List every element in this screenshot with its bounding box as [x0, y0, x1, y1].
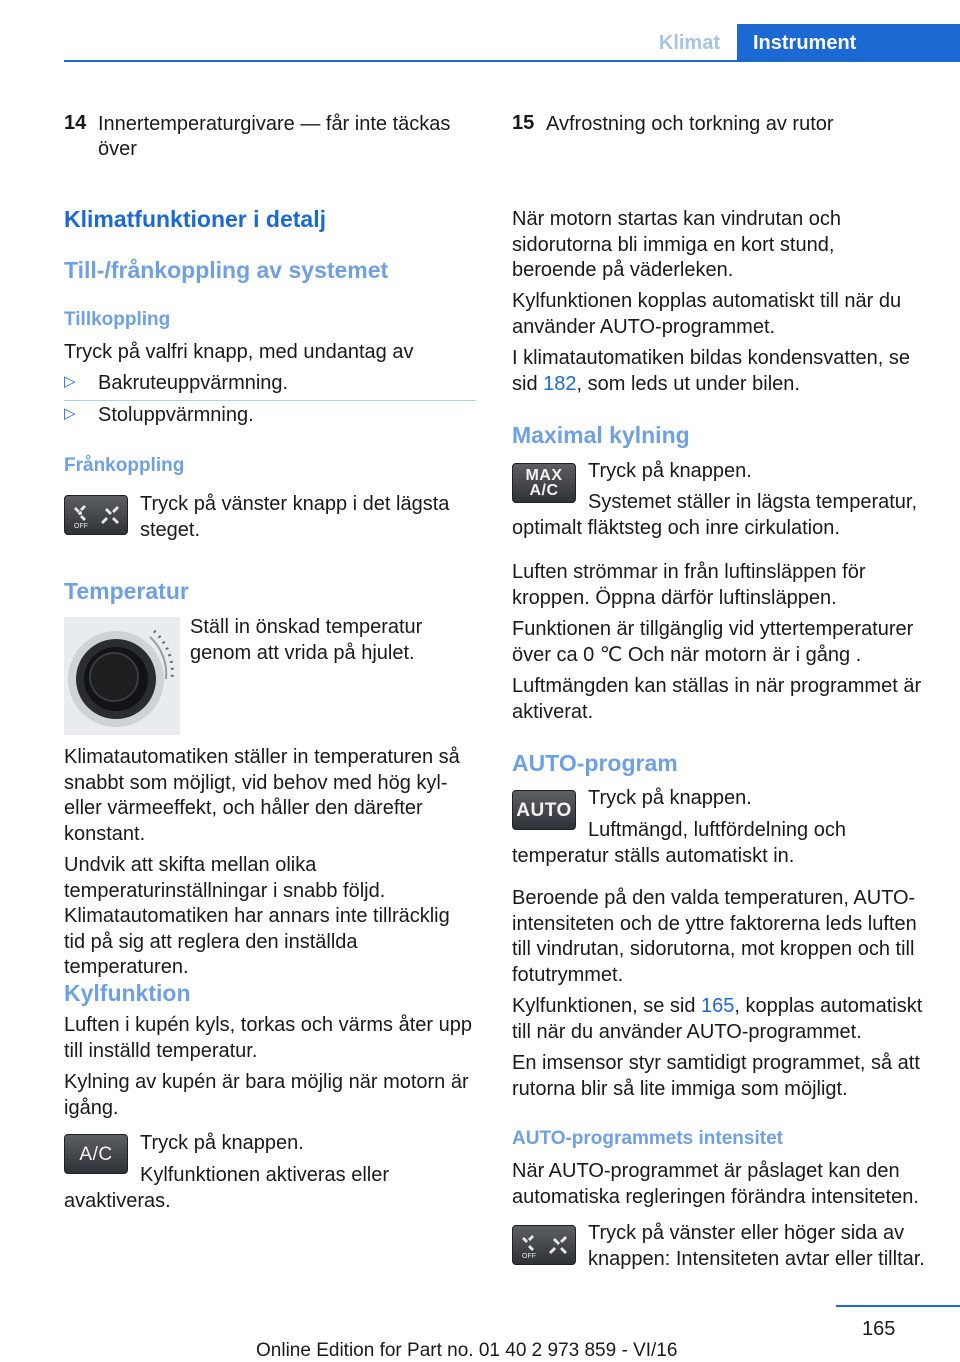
max-text-1: Tryck på knappen.: [588, 460, 752, 482]
frankoppling-text: Tryck på vänster knapp i det lägsta steget.: [140, 493, 450, 541]
auto-intensity-paragraph: När AUTO-programmet är påslaget kan den automatiska regleringen förändra intensiteten.: [512, 1160, 919, 1208]
intensity-button-image: [512, 1225, 576, 1265]
svg-text:OFF: OFF: [522, 1253, 536, 1260]
frankoppling-heading: Frånkoppling: [64, 455, 185, 476]
auto-intensity-heading: AUTO-programmets intensitet: [512, 1128, 783, 1149]
temperature-heading: Temperatur: [64, 578, 189, 604]
auto-paragraph-3: En imsensor styr samtidigt programmet, så att rutorna blir så lite immiga som möjligt.: [512, 1052, 920, 1100]
ac-text-1: Tryck på knappen.: [140, 1132, 304, 1154]
auto-text-2: Luftmängd, luftfördelning och temperatur ställs automatiskt in.: [512, 819, 846, 867]
right-paragraph-1: När motorn startas kan vindrutan och sidorutorna bli immiga en kort stund, beroende på väderleken.: [512, 208, 842, 281]
bullet-item: [64, 372, 476, 398]
chapter-tab[interactable]: Klimat: [658, 32, 720, 54]
svg-text:OFF: OFF: [74, 523, 88, 530]
footer-rule: [836, 1305, 960, 1307]
max-text-2: Systemet ställer in lägsta temperatur, optimalt fläktsteg och inre cirkulation.: [512, 491, 918, 539]
max-cooling-heading: Maximal kylning: [512, 422, 690, 448]
bullet-text: Bakruteuppvärmning.: [98, 372, 289, 394]
kylfunktion-paragraph-2: Kylning av kupén är bara möjlig när motorn är igång.: [64, 1071, 469, 1119]
bullet-divider: [64, 400, 476, 401]
ac-label: A/C: [529, 482, 559, 499]
ac-text-2: Kylfunktionen aktiveras eller avaktiveras.: [64, 1164, 390, 1212]
auto-paragraph-1: Beroende på den valda temperaturen, AUTO-intensiteten och de yttre faktorerna leds luften till vindrutan, sidorutorna, mot kroppen och till fotutrymmet.: [512, 887, 917, 986]
temperature-paragraph-1: Klimatautomatiken ställer in temperaturen så snabbt som möjligt, vid behov med hög kyl- eller värmeeffekt, och håller den därefter konstant.: [64, 746, 460, 845]
section-tab[interactable]: Instrument: [737, 24, 960, 62]
kylfunktion-paragraph-1: Luften i kupén kyls, torkas och värms åter upp till inställd temperatur.: [64, 1014, 472, 1062]
tillkoppling-heading: Tillkoppling: [64, 309, 171, 330]
page-number: 165: [862, 1318, 896, 1340]
ac-button-label: A/C: [79, 1143, 113, 1165]
paragraph-text: , kopplas automatiskt till när du använder AUTO-programmet.: [512, 995, 923, 1043]
item-number-14: 14: [64, 112, 87, 134]
onoff-heading: Till-/frånkoppling av systemet: [64, 257, 389, 283]
bullet-text: Stoluppvärmning.: [98, 404, 254, 426]
fan-off-icon: [68, 499, 124, 531]
max-paragraph-3: Luftmängden kan ställas in när programmet är aktiverat.: [512, 675, 922, 723]
temperature-paragraph-2: Undvik att skifta mellan olika temperaturinställningar i snabb följd. Klimatautomatiken har annars inte tillräcklig tid på sig att reglera den inställda temperaturen.: [64, 854, 450, 978]
kylfunktion-heading: Kylfunktion: [64, 980, 191, 1006]
auto-text-1: Tryck på knappen.: [588, 787, 752, 809]
temperature-text: Ställ in önskad temperatur genom att vrida på hjulet.: [190, 616, 423, 664]
page-link-165[interactable]: 165: [701, 995, 735, 1017]
auto-paragraph-2: [512, 994, 928, 1045]
bullet-item: [64, 404, 476, 430]
temperature-wheel-image: [64, 617, 180, 735]
fan-off-button-image: [64, 495, 128, 535]
paragraph-text: Kylfunktionen, se sid: [512, 995, 701, 1017]
paragraph-text: , som leds ut under bilen.: [576, 372, 800, 395]
section-title: Klimatfunktioner i detalj: [64, 206, 326, 232]
item-text-14: Innertemperaturgivare — får inte täckas över: [98, 113, 451, 160]
max-paragraph-1: Luften strömmar in från luftinsläppen för kroppen. Öppna därför luftinsläppen.: [512, 561, 866, 609]
triangle-bullet-icon: ▷: [64, 373, 76, 390]
paragraph-text: I klimatautomatiken bildas kondensvatten, se sid: [512, 347, 910, 395]
header-rule: [64, 60, 960, 62]
temperature-wheel-icon: [64, 617, 180, 735]
page-link-182[interactable]: 182: [543, 372, 577, 395]
auto-intensity-text: Tryck på vänster eller höger sida av knappen: Intensiteten avtar eller tilltar.: [588, 1222, 925, 1270]
page-header: [0, 0, 960, 62]
triangle-bullet-icon: ▷: [64, 405, 76, 422]
item-number-15: 15: [512, 112, 535, 134]
right-paragraph-2: Kylfunktionen kopplas automatiskt till när du använder AUTO-programmet.: [512, 290, 902, 338]
auto-program-heading: AUTO-program: [512, 750, 678, 776]
max-label: MAX: [525, 467, 563, 484]
max-paragraph-2: Funktionen är tillgänglig vid yttertemperaturer över ca 0 ℃ Och när motorn är i gång .: [512, 618, 914, 666]
item-text-15: Avfrostning och torkning av rutor: [546, 113, 834, 135]
fan-off-icon: [516, 1229, 572, 1261]
edition-text: Online Edition for Part no. 01 40 2 973 859 - VI/16: [256, 1340, 678, 1361]
auto-button-label: AUTO: [516, 799, 572, 821]
tillkoppling-text: Tryck på valfri knapp, med undantag av: [64, 341, 414, 363]
right-paragraph-3: [512, 346, 924, 397]
